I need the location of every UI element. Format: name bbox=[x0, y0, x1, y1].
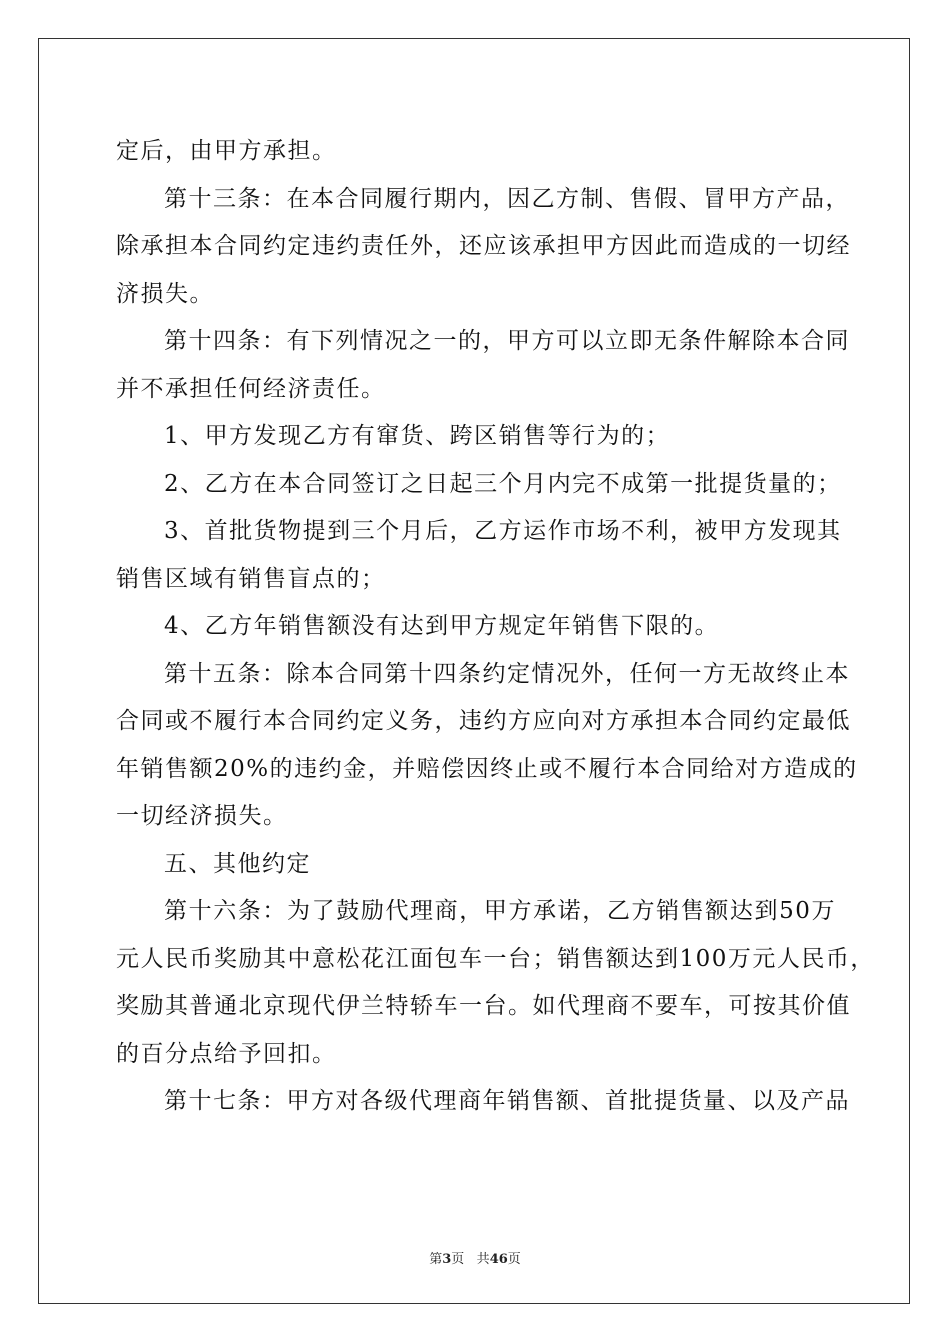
page-suffix: 页 bbox=[451, 1251, 465, 1266]
text-line: 年销售额20%的违约金，并赔偿因终止或不履行本合同给对方造成的 bbox=[116, 755, 858, 782]
total-pages: 46 bbox=[489, 1252, 508, 1267]
text-line: 第十三条：在本合同履行期内，因乙方制、售假、冒甲方产品， bbox=[164, 185, 850, 212]
text-line: 一切经济损失。 bbox=[116, 803, 288, 829]
text-line: 2、乙方在本合同签订之日起三个月内完不成第一批提货量的； bbox=[164, 470, 842, 497]
page-footer bbox=[0, 1248, 950, 1267]
page-prefix: 第 bbox=[429, 1251, 443, 1266]
total-prefix: 共 bbox=[476, 1251, 490, 1266]
text-line: 除承担本合同约定违约责任外，还应该承担甲方因此而造成的一切经 bbox=[116, 233, 851, 259]
text-line: 元人民币奖励其中意松花江面包车一台；销售额达到100万元人民币， bbox=[116, 945, 875, 972]
text-line: 3、首批货物提到三个月后，乙方运作市场不利，被甲方发现其 bbox=[164, 518, 842, 544]
text-line: 奖励其普通北京现代伊兰特轿车一台。如代理商不要车，可按其价值 bbox=[116, 993, 851, 1019]
text-line: 销售区域有销售盲点的； bbox=[116, 565, 386, 592]
text-line: 第十七条：甲方对各级代理商年销售额、首批提货量、以及产品 bbox=[164, 1088, 850, 1114]
document-body bbox=[116, 128, 875, 1126]
text-line: 并不承担任何经济责任。 bbox=[116, 375, 386, 402]
text-line: 的百分点给予回扣。 bbox=[116, 1040, 337, 1067]
page-number: 3 bbox=[442, 1252, 452, 1267]
text-line: 定后，由甲方承担。 bbox=[116, 138, 337, 164]
text-line: 第十六条：为了鼓励代理商，甲方承诺，乙方销售额达到50万 bbox=[164, 898, 836, 924]
text-line: 济损失。 bbox=[116, 280, 214, 307]
text-line: 1、甲方发现乙方有窜货、跨区销售等行为的； bbox=[164, 423, 671, 449]
text-line: 五、其他约定 bbox=[164, 850, 311, 877]
total-suffix: 页 bbox=[507, 1251, 521, 1266]
text-line: 4、乙方年销售额没有达到甲方规定年销售下限的。 bbox=[164, 613, 720, 639]
text-line: 合同或不履行本合同约定义务，违约方应向对方承担本合同约定最低 bbox=[116, 708, 851, 734]
text-line: 第十四条：有下列情况之一的，甲方可以立即无条件解除本合同 bbox=[164, 328, 850, 354]
text-line: 第十五条：除本合同第十四条约定情况外，任何一方无故终止本 bbox=[164, 660, 850, 687]
